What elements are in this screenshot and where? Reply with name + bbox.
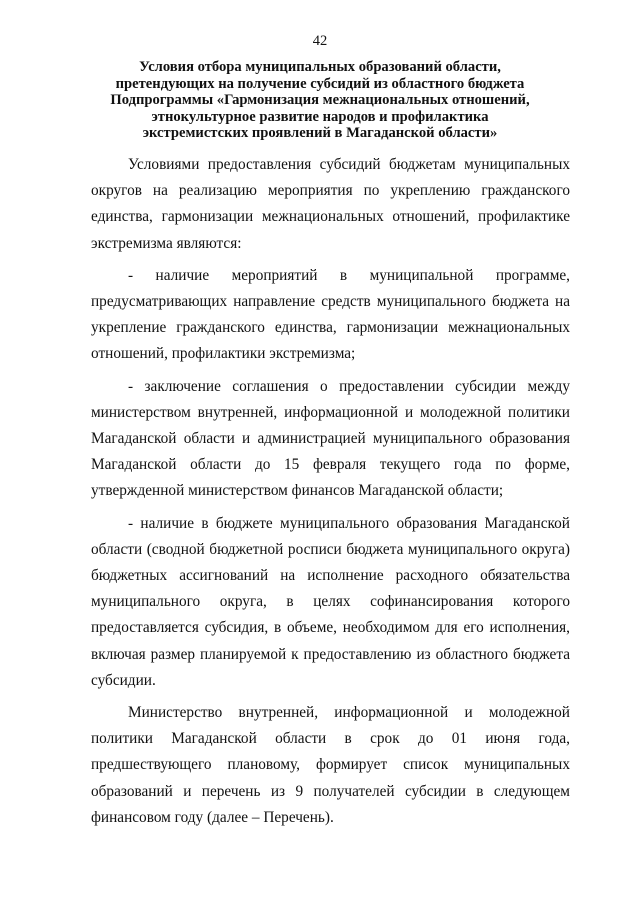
title-line: Условия отбора муниципальных образований области, bbox=[139, 59, 501, 75]
document-body bbox=[91, 152, 570, 831]
title-line: претендующих на получение субсидий из областного бюджета bbox=[115, 75, 525, 92]
title-line: этнокультурное развитие народов и профилактика bbox=[151, 108, 489, 125]
paragraph-ministry: Министерство внутренней, информационной и молодежной политики Магаданской области в срок до 01 июня года, предшествующего плановому, формирует список муниципальных образований и перечень из 9 получателей субсидии в следующем финансовом году (далее – Перечень). bbox=[91, 704, 570, 826]
document-title bbox=[80, 59, 560, 142]
list-item-budget: - наличие в бюджете муниципального образования Магаданской области (сводной бюджетной росписи бюджета муниципального округа) бюджетных ассигнований на исполнение расходного обязательства муниципального округа, в целях софинансирования которого предоставляется субсидия, в объеме, необходимом для его исполнения, включая размер планируемой к предоставлению из областного бюджета субсидии. bbox=[91, 514, 570, 689]
paragraph-intro: Условиями предоставления субсидий бюджетам муниципальных округов на реализацию мероприятия по укреплению гражданского единства, гармонизации межнациональных отношений, профилактике экстремизма являются: bbox=[91, 156, 570, 252]
title-line: Подпрограммы «Гармонизация межнациональных отношений, bbox=[110, 92, 530, 109]
list-item-agreement: - заключение соглашения о предоставлении субсидии между министерством внутренней, информационной и молодежной политики Магаданской области и администрацией муниципального образования Магаданской области до 15 февраля текущего года по форме, утвержденной министерством финансов Магаданской области; bbox=[91, 377, 570, 500]
list-item-programme: - наличие мероприятий в муниципальной программе, предусматривающих направление средств муниципального бюджета на укрепление гражданского единства, гармонизации межнациональных отношений, профилактики экстремизма; bbox=[91, 266, 570, 363]
title-line: экстремистских проявлений в Магаданской области» bbox=[142, 125, 498, 142]
page-number: 42 bbox=[312, 33, 328, 49]
